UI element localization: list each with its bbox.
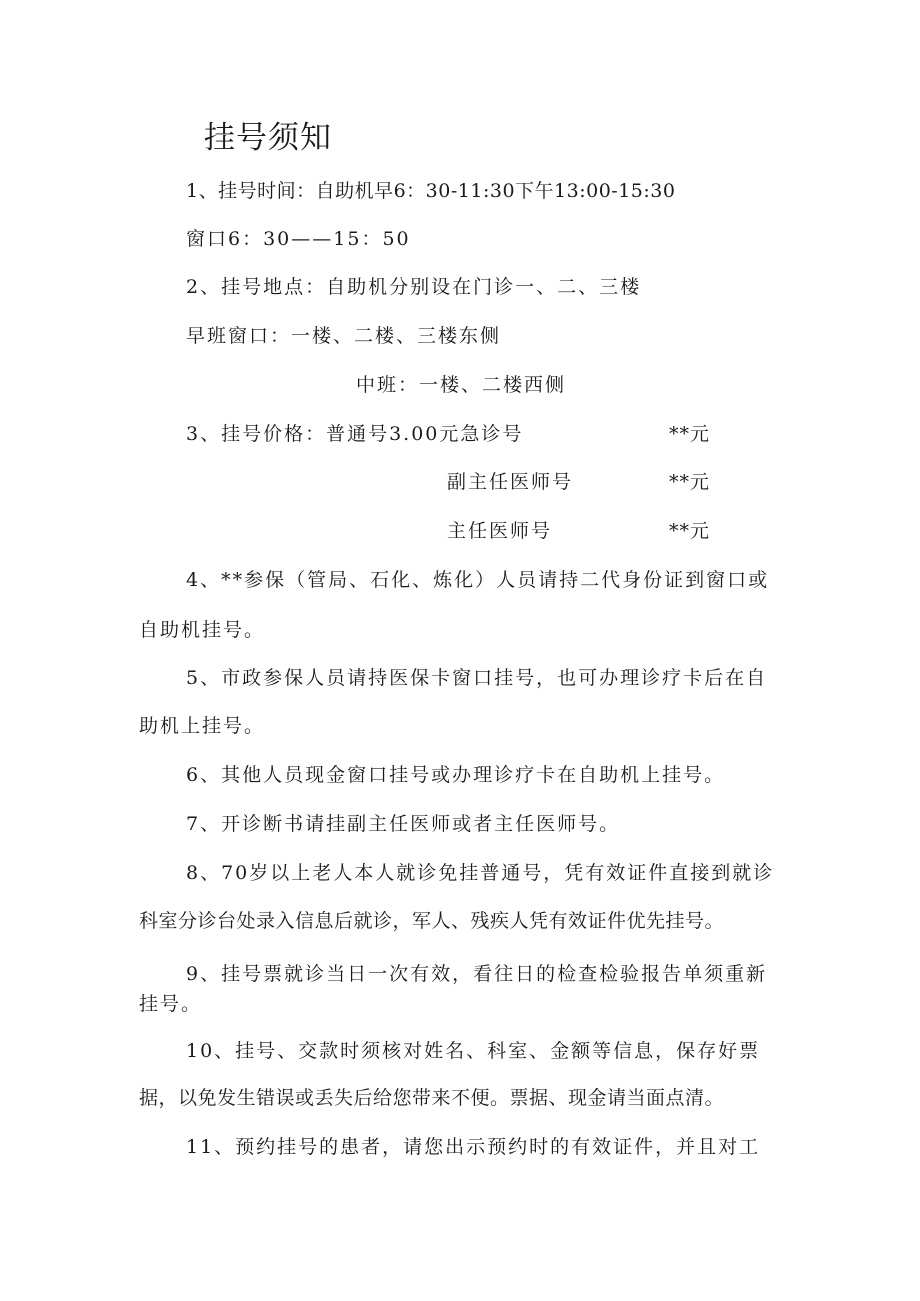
item-9-line-1: 9、挂号票就诊当日一次有效，看往日的检查检验报告单须重新 xyxy=(186,963,768,985)
registration-location-line: 2、挂号地点：自助机分别设在门诊一、二、三楼 xyxy=(186,276,642,298)
window-hours-line: 窗口6：30——15：50 xyxy=(186,228,411,250)
middle-shift-line: 中班：一楼、二楼西侧 xyxy=(356,374,567,396)
item-7-line: 7、开诊断书请挂副主任医师或者主任医师号。 xyxy=(186,813,621,835)
item-9-line-2: 挂号。 xyxy=(139,993,203,1015)
item-8-line-1: 8、70岁以上老人本人就诊免挂普通号，凭有效证件直接到就诊 xyxy=(186,862,775,884)
chief-price: **元 xyxy=(669,520,711,542)
emergency-price: **元 xyxy=(669,423,711,445)
item-4-line-2: 自助机挂号。 xyxy=(139,619,266,641)
item-11-line-1: 11、预约挂号的患者，请您出示预约时的有效证件，并且对工 xyxy=(186,1136,761,1158)
deputy-chief-label: 副主任医师号 xyxy=(447,471,574,493)
item-4-line-1: 4、**参保（管局、石化、炼化）人员请持二代身份证到窗口或 xyxy=(186,569,770,591)
item-5-line-1: 5、市政参保人员请持医保卡窗口挂号，也可办理诊疗卡后在自 xyxy=(186,667,768,689)
item-5-line-2: 助机上挂号。 xyxy=(139,715,266,737)
item-6-line: 6、其他人员现金窗口挂号或办理诊疗卡在自助机上挂号。 xyxy=(186,764,726,786)
item-10-line-2: 据，以免发生错误或丢失后给您带来不便。票据、现金请当面点清。 xyxy=(139,1087,725,1109)
chief-label: 主任医师号 xyxy=(447,520,553,542)
page-title: 挂号须知 xyxy=(204,120,332,156)
registration-time-line: 1、挂号时间：自助机早6：30-11:30下午13:00-15:30 xyxy=(186,180,676,202)
item-8-line-2: 科室分诊台处录入信息后就诊，军人、残疾人凭有效证件优先挂号。 xyxy=(139,910,725,932)
item-10-line-1: 10、挂号、交款时须核对姓名、科室、金额等信息，保存好票 xyxy=(186,1040,761,1062)
price-line: 3、挂号价格：普通号3.00元急诊号 xyxy=(186,423,524,445)
early-shift-line: 早班窗口：一楼、二楼、三楼东侧 xyxy=(186,325,502,347)
deputy-chief-price: **元 xyxy=(669,471,711,493)
